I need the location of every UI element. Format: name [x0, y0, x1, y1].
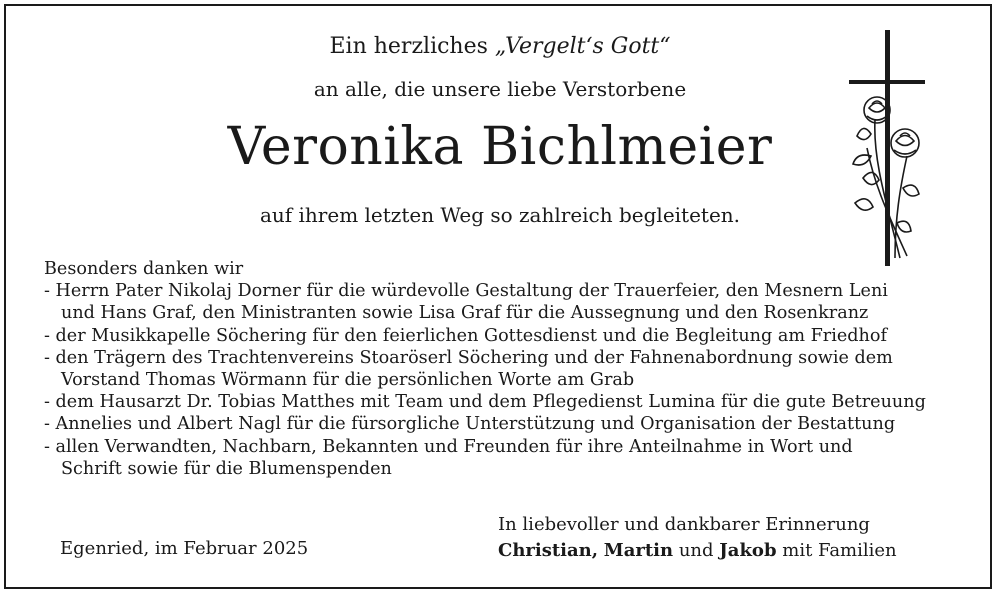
thanks-line: - den Trägern des Trachtenvereins Stoaröserl Söchering und der Fahnenabordnung sowie dem: [44, 347, 893, 368]
family-name: Christian,: [498, 540, 599, 561]
thanks-line: - Herrn Pater Nikolaj Dorner für die würdevolle Gestaltung der Trauerfeier, den Mesnern Leni: [44, 281, 888, 302]
intro-prefix: Ein herzliches: [329, 34, 495, 59]
family-name: Martin: [603, 540, 674, 561]
thanks-line: Vorstand Thomas Wörmann für die persönlichen Worte am Grab: [61, 370, 635, 391]
thanks-line: und Hans Graf, den Ministranten sowie Lisa Graf für die Aussegnung und den Rosenkranz: [61, 303, 869, 324]
intro-quote: „Vergelt‘s Gott“: [494, 34, 671, 59]
thanks-line: - allen Verwandten, Nachbarn, Bekannten und Freunden für ihre Anteilnahme in Wort und: [44, 436, 853, 457]
family-name: Jakob: [719, 540, 777, 561]
thanks-line: - Annelies und Albert Nagl für die fürsorgliche Unterstützung und Organisation der Bestattung: [44, 414, 896, 435]
connector-text: und: [678, 540, 714, 561]
remembrance-line: In liebevoller und dankbarer Erinnerung: [498, 514, 870, 535]
family-suffix: mit Familien: [782, 540, 897, 561]
cross-with-roses-icon: [845, 28, 925, 268]
intro-line-2: an alle, die unsere liebe Verstorbene: [313, 77, 687, 101]
closing-block: [498, 512, 897, 564]
outro-line: auf ihrem letzten Weg so zahlreich begleiteten.: [259, 203, 741, 227]
thanks-section: [44, 258, 974, 480]
thanks-line: Schrift sowie für die Blumenspenden: [61, 458, 392, 479]
thanks-line: - dem Hausarzt Dr. Tobias Matthes mit Team und dem Pflegedienst Lumina für die gute Betreuung: [44, 392, 926, 413]
thanks-line: - der Musikkapelle Söchering für den feierlichen Gottesdienst und die Begleitung am Friedhof: [44, 325, 887, 346]
family-names: [498, 538, 897, 564]
thanks-intro: Besonders danken wir: [44, 259, 244, 279]
place-date: Egenried, im Februar 2025: [60, 538, 309, 559]
deceased-name: Veronika Bichlmeier: [227, 117, 773, 177]
